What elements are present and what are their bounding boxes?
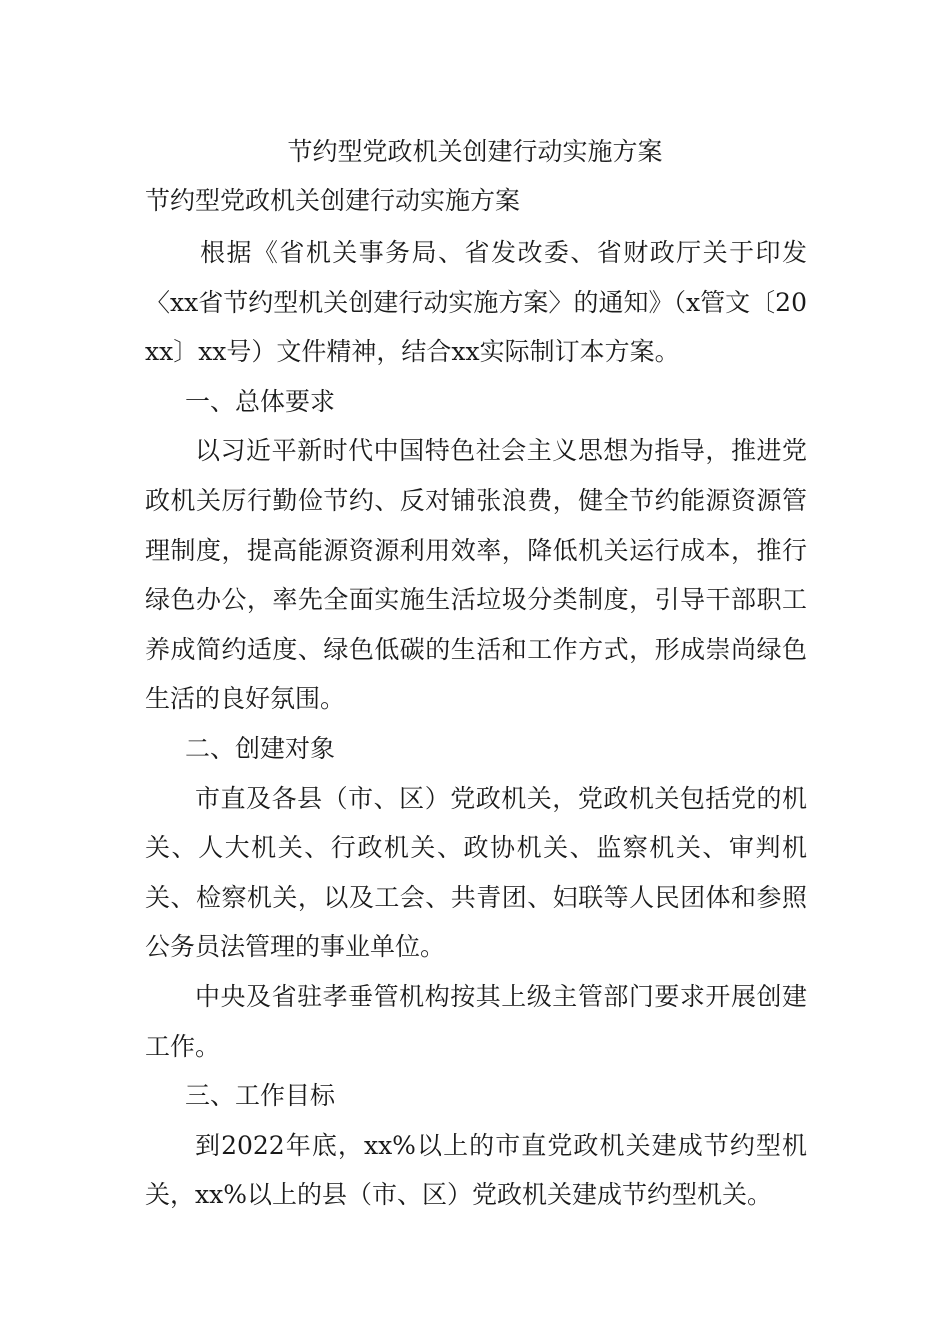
section-heading: 一、总体要求 [185, 386, 336, 416]
section-heading: 三、工作目标 [185, 1081, 336, 1111]
section-paragraph: 市直及各县（市、区）党政机关，党政机关包括党的机关、人大机关、行政机关、政协机关、监察机关、审判机关、检察机关，以及工会、共青团、妇联等人民团体和参照公务员法管理的事业单位。 [145, 783, 807, 962]
section-paragraph: 以习近平新时代中国特色社会主义思想为指导，推进党政机关厉行勤俭节约、反对铺张浪费，健全节约能源资源管理制度，提高能源资源利用效率，降低机关运行成本，推行绿色办公，率先全面实施生活垃圾分类制度，引导干部职工养成简约适度、绿色低碳的生活和工作方式，形成崇尚绿色生活的良好氛围。 [145, 436, 807, 714]
intro-paragraph: 根据《省机关事务局、省发改委、省财政厅关于印发〈xx省节约型机关创建行动实施方案〉的通知》（x管文〔20xx〕xx号）文件精神，结合xx实际制订本方案。 [145, 238, 807, 367]
section-paragraph: 中央及省驻孝垂管机构按其上级主管部门要求开展创建工作。 [145, 981, 807, 1061]
section-paragraph: 到2022年底，xx%以上的市直党政机关建成节约型机关，xx%以上的县（市、区）党政机关建成节约型机关。 [145, 1130, 807, 1210]
section-heading: 二、创建对象 [185, 733, 336, 763]
document-title: 节约型党政机关创建行动实施方案 [287, 137, 663, 166]
document-body [145, 228, 807, 1220]
document-subtitle: 节约型党政机关创建行动实施方案 [145, 186, 521, 215]
